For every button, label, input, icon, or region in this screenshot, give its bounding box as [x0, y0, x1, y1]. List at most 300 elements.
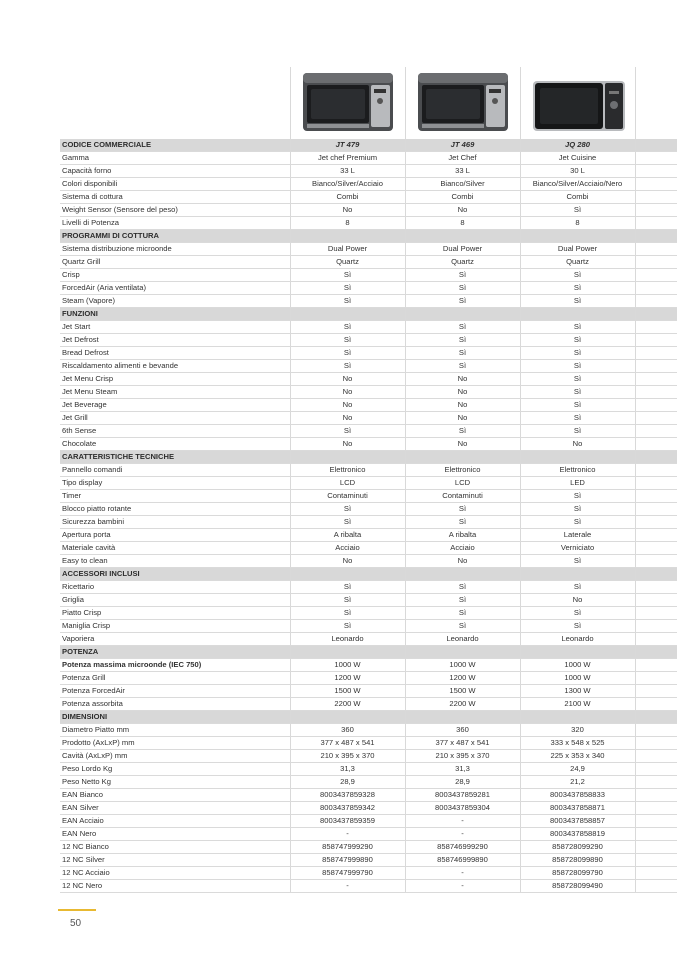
row-label: Sistema di cottura: [60, 191, 290, 204]
row-label: Colori disponibili: [60, 178, 290, 191]
row-value: 858747999290: [290, 841, 405, 854]
row-value: No: [290, 438, 405, 451]
empty-cell: [635, 516, 677, 529]
empty-cell: [635, 646, 677, 659]
table-row: [60, 165, 677, 178]
row-value: 8003437859304: [405, 802, 520, 815]
row-value: 8: [290, 217, 405, 230]
row-value: Sì: [520, 516, 635, 529]
row-value: Sì: [520, 373, 635, 386]
row-value: 2200 W: [405, 698, 520, 711]
row-value: Sì: [520, 555, 635, 568]
empty-cell: [405, 230, 520, 243]
row-label: Materiale cavità: [60, 542, 290, 555]
row-value: 858728099490: [520, 880, 635, 893]
row-value: Leonardo: [405, 633, 520, 646]
row-value: 210 x 395 x 370: [405, 750, 520, 763]
row-value: Sì: [290, 282, 405, 295]
row-value: Sì: [290, 334, 405, 347]
empty-cell: [635, 464, 677, 477]
table-row: [60, 815, 677, 828]
row-value: 1200 W: [405, 672, 520, 685]
empty-cell: [635, 815, 677, 828]
row-label: Gamma: [60, 152, 290, 165]
row-label: Prodotto (AxLxP) mm: [60, 737, 290, 750]
empty-cell: [635, 776, 677, 789]
row-value: Sì: [290, 607, 405, 620]
empty-cell: [635, 841, 677, 854]
empty-cell: [635, 737, 677, 750]
row-value: Sì: [290, 360, 405, 373]
row-value: 31,3: [290, 763, 405, 776]
empty-cell: [520, 646, 635, 659]
row-value: Sì: [405, 360, 520, 373]
row-label: Jet Menu Crisp: [60, 373, 290, 386]
row-value: Sì: [290, 321, 405, 334]
row-value: Sì: [290, 425, 405, 438]
product-code: JT 479: [290, 139, 405, 152]
empty-cell: [635, 230, 677, 243]
row-value: -: [405, 880, 520, 893]
row-value: No: [290, 386, 405, 399]
row-value: 1500 W: [290, 685, 405, 698]
row-label: ForcedAir (Aria ventilata): [60, 282, 290, 295]
table-row: [60, 607, 677, 620]
row-value: Sì: [520, 490, 635, 503]
table-row: [60, 269, 677, 282]
empty-cell: [635, 451, 677, 464]
section-title: CARATTERISTICHE TECNICHE: [60, 451, 290, 464]
table-row: [60, 243, 677, 256]
section-header-row: [60, 568, 677, 581]
empty-cell: [635, 334, 677, 347]
empty-cell: [635, 854, 677, 867]
column-divider: [290, 67, 291, 139]
row-value: 858747999890: [290, 854, 405, 867]
table-row: [60, 672, 677, 685]
row-value: 858746999890: [405, 854, 520, 867]
empty-cell: [290, 308, 405, 321]
row-value: Acciaio: [405, 542, 520, 555]
row-value: 8: [520, 217, 635, 230]
row-value: Sì: [405, 282, 520, 295]
row-value: No: [405, 399, 520, 412]
row-value: Sì: [520, 282, 635, 295]
table-row: [60, 399, 677, 412]
row-value: Quartz: [290, 256, 405, 269]
empty-cell: [635, 529, 677, 542]
table-row: [60, 750, 677, 763]
row-value: Sì: [290, 503, 405, 516]
row-value: No: [405, 438, 520, 451]
row-value: Sì: [520, 620, 635, 633]
empty-cell: [635, 724, 677, 737]
row-label: 12 NC Bianco: [60, 841, 290, 854]
table-row: [60, 256, 677, 269]
spec-table: [60, 139, 677, 893]
row-value: No: [405, 373, 520, 386]
row-value: Sì: [520, 386, 635, 399]
column-divider: [405, 67, 406, 139]
row-value: 1300 W: [520, 685, 635, 698]
row-value: 1000 W: [405, 659, 520, 672]
row-value: Sì: [405, 516, 520, 529]
table-row: [60, 776, 677, 789]
row-label: Ricettario: [60, 581, 290, 594]
row-value: Laterale: [520, 529, 635, 542]
table-row: [60, 178, 677, 191]
row-value: 320: [520, 724, 635, 737]
row-value: 33 L: [405, 165, 520, 178]
row-label: Sistema distribuzione microonde: [60, 243, 290, 256]
empty-cell: [635, 555, 677, 568]
empty-cell: [635, 880, 677, 893]
row-label: 6th Sense: [60, 425, 290, 438]
row-value: Contaminuti: [405, 490, 520, 503]
product-code: JT 469: [405, 139, 520, 152]
empty-cell: [635, 178, 677, 191]
empty-cell: [635, 633, 677, 646]
row-value: Leonardo: [520, 633, 635, 646]
table-row: [60, 581, 677, 594]
row-value: 8003437859359: [290, 815, 405, 828]
empty-cell: [635, 438, 677, 451]
row-label: Vaporiera: [60, 633, 290, 646]
row-value: 360: [290, 724, 405, 737]
empty-cell: [635, 217, 677, 230]
empty-cell: [290, 568, 405, 581]
table-row: [60, 763, 677, 776]
section-title: POTENZA: [60, 646, 290, 659]
row-value: Sì: [290, 516, 405, 529]
table-row: [60, 841, 677, 854]
empty-cell: [405, 568, 520, 581]
row-label: Potenza assorbita: [60, 698, 290, 711]
empty-cell: [635, 165, 677, 178]
row-label: Diametro Piatto mm: [60, 724, 290, 737]
row-value: Sì: [520, 425, 635, 438]
row-value: 28,9: [405, 776, 520, 789]
row-value: 8003437858819: [520, 828, 635, 841]
row-value: 8003437858833: [520, 789, 635, 802]
table-row: [60, 191, 677, 204]
row-value: Jet Chef: [405, 152, 520, 165]
row-value: Jet Cuisine: [520, 152, 635, 165]
empty-cell: [635, 360, 677, 373]
row-value: 31,3: [405, 763, 520, 776]
row-label: Jet Beverage: [60, 399, 290, 412]
empty-cell: [635, 490, 677, 503]
empty-cell: [290, 711, 405, 724]
row-value: Quartz: [405, 256, 520, 269]
product-images-row: [60, 67, 677, 137]
section-header-row: [60, 711, 677, 724]
section-title: ACCESSORI INCLUSI: [60, 568, 290, 581]
row-value: No: [405, 386, 520, 399]
row-value: Elettronico: [520, 464, 635, 477]
row-value: No: [520, 594, 635, 607]
row-value: Sì: [405, 425, 520, 438]
row-value: Bianco/Silver/Acciaio/Nero: [520, 178, 635, 191]
empty-cell: [635, 256, 677, 269]
row-value: 1000 W: [520, 659, 635, 672]
row-label: Livelli di Potenza: [60, 217, 290, 230]
row-value: -: [405, 867, 520, 880]
row-label: Bread Defrost: [60, 347, 290, 360]
row-value: 210 x 395 x 370: [290, 750, 405, 763]
row-value: 2100 W: [520, 698, 635, 711]
row-value: No: [290, 399, 405, 412]
row-label: Easy to clean: [60, 555, 290, 568]
product-image-jq280: [521, 67, 635, 137]
section-header-row: [60, 308, 677, 321]
empty-cell: [635, 672, 677, 685]
row-value: Sì: [405, 321, 520, 334]
row-value: Sì: [405, 269, 520, 282]
empty-cell: [635, 763, 677, 776]
row-value: Sì: [520, 607, 635, 620]
table-row: [60, 477, 677, 490]
section-title: FUNZIONI: [60, 308, 290, 321]
table-row: [60, 412, 677, 425]
header-row: [60, 139, 677, 152]
row-value: 33 L: [290, 165, 405, 178]
table-row: [60, 438, 677, 451]
row-value: Combi: [520, 191, 635, 204]
table-row: [60, 464, 677, 477]
row-value: Sì: [520, 399, 635, 412]
row-label: Jet Grill: [60, 412, 290, 425]
column-divider: [635, 67, 636, 139]
table-row: [60, 555, 677, 568]
row-value: -: [405, 828, 520, 841]
row-value: 8: [405, 217, 520, 230]
row-value: 225 x 353 x 340: [520, 750, 635, 763]
empty-cell: [635, 204, 677, 217]
table-row: [60, 542, 677, 555]
row-value: 360: [405, 724, 520, 737]
row-label: Cavità (AxLxP) mm: [60, 750, 290, 763]
row-value: No: [290, 412, 405, 425]
empty-cell: [635, 243, 677, 256]
empty-cell: [520, 568, 635, 581]
table-row: [60, 360, 677, 373]
empty-cell: [635, 789, 677, 802]
table-row: [60, 516, 677, 529]
row-value: 8003437859342: [290, 802, 405, 815]
row-value: 333 x 548 x 525: [520, 737, 635, 750]
row-value: 1000 W: [520, 672, 635, 685]
row-label: EAN Bianco: [60, 789, 290, 802]
row-value: 28,9: [290, 776, 405, 789]
table-row: [60, 620, 677, 633]
row-value: Sì: [290, 594, 405, 607]
row-value: 1200 W: [290, 672, 405, 685]
row-value: 8003437858857: [520, 815, 635, 828]
row-value: Sì: [290, 581, 405, 594]
row-value: Acciaio: [290, 542, 405, 555]
row-value: Sì: [405, 581, 520, 594]
row-value: Dual Power: [405, 243, 520, 256]
row-value: Contaminuti: [290, 490, 405, 503]
row-value: Bianco/Silver/Acciaio: [290, 178, 405, 191]
row-value: Sì: [405, 295, 520, 308]
row-value: Sì: [405, 347, 520, 360]
table-row: [60, 490, 677, 503]
empty-cell: [635, 308, 677, 321]
row-value: Sì: [405, 503, 520, 516]
table-row: [60, 802, 677, 815]
row-value: Elettronico: [290, 464, 405, 477]
row-value: LCD: [290, 477, 405, 490]
row-label: Jet Menu Steam: [60, 386, 290, 399]
table-row: [60, 854, 677, 867]
row-label: Jet Start: [60, 321, 290, 334]
row-value: Sì: [520, 295, 635, 308]
row-value: Sì: [405, 607, 520, 620]
header-label: CODICE COMMERCIALE: [60, 139, 290, 152]
empty-cell: [635, 607, 677, 620]
empty-cell: [635, 347, 677, 360]
empty-cell: [635, 425, 677, 438]
row-label: Timer: [60, 490, 290, 503]
row-value: 858746999290: [405, 841, 520, 854]
row-label: Jet Defrost: [60, 334, 290, 347]
row-value: 377 x 487 x 541: [290, 737, 405, 750]
empty-cell: [635, 685, 677, 698]
row-value: No: [290, 555, 405, 568]
table-row: [60, 217, 677, 230]
row-label: Maniglia Crisp: [60, 620, 290, 633]
row-value: 377 x 487 x 541: [405, 737, 520, 750]
empty-cell: [290, 451, 405, 464]
empty-cell: [405, 646, 520, 659]
empty-cell: [635, 152, 677, 165]
row-value: Sì: [290, 295, 405, 308]
section-header-row: [60, 230, 677, 243]
empty-cell: [635, 581, 677, 594]
row-value: Sì: [520, 360, 635, 373]
row-value: A ribalta: [290, 529, 405, 542]
row-label: Steam (Vapore): [60, 295, 290, 308]
row-value: 30 L: [520, 165, 635, 178]
section-header-row: [60, 646, 677, 659]
row-value: Sì: [520, 412, 635, 425]
empty-cell: [520, 451, 635, 464]
table-row: [60, 204, 677, 217]
row-label: EAN Acciaio: [60, 815, 290, 828]
row-label: Riscaldamento alimenti e bevande: [60, 360, 290, 373]
row-value: Combi: [405, 191, 520, 204]
table-row: [60, 373, 677, 386]
row-value: Jet chef Premium: [290, 152, 405, 165]
empty-cell: [290, 230, 405, 243]
row-value: Sì: [520, 581, 635, 594]
row-label: Piatto Crisp: [60, 607, 290, 620]
row-value: Sì: [290, 269, 405, 282]
empty-cell: [405, 451, 520, 464]
row-label: Chocolate: [60, 438, 290, 451]
row-label: 12 NC Silver: [60, 854, 290, 867]
row-label: Potenza ForcedAir: [60, 685, 290, 698]
table-row: [60, 789, 677, 802]
empty-cell: [635, 802, 677, 815]
row-value: Sì: [520, 321, 635, 334]
row-value: No: [405, 412, 520, 425]
product-image-jt479: [291, 67, 405, 137]
table-row: [60, 295, 677, 308]
empty-cell: [635, 828, 677, 841]
row-label: Sicurezza bambini: [60, 516, 290, 529]
row-value: 2200 W: [290, 698, 405, 711]
row-label: 12 NC Acciaio: [60, 867, 290, 880]
row-value: No: [405, 555, 520, 568]
row-value: No: [290, 373, 405, 386]
table-row: [60, 828, 677, 841]
empty-cell: [290, 646, 405, 659]
empty-cell: [635, 139, 677, 152]
row-value: 8003437858871: [520, 802, 635, 815]
row-value: Verniciato: [520, 542, 635, 555]
table-row: [60, 152, 677, 165]
row-label: Peso Lordo Kg: [60, 763, 290, 776]
empty-cell: [635, 594, 677, 607]
empty-cell: [635, 412, 677, 425]
row-value: 858747999790: [290, 867, 405, 880]
empty-cell: [635, 269, 677, 282]
empty-cell: [635, 321, 677, 334]
row-value: Sì: [290, 620, 405, 633]
row-value: Sì: [290, 347, 405, 360]
table-row: [60, 334, 677, 347]
empty-cell: [635, 373, 677, 386]
product-image-jt469: [406, 67, 520, 137]
section-header-row: [60, 451, 677, 464]
row-value: No: [520, 438, 635, 451]
empty-cell: [635, 698, 677, 711]
table-row: [60, 594, 677, 607]
table-row: [60, 698, 677, 711]
row-label: Apertura porta: [60, 529, 290, 542]
row-value: A ribalta: [405, 529, 520, 542]
empty-cell: [635, 750, 677, 763]
row-value: Sì: [520, 347, 635, 360]
row-label: Quartz Grill: [60, 256, 290, 269]
row-value: LCD: [405, 477, 520, 490]
empty-cell: [635, 386, 677, 399]
table-row: [60, 724, 677, 737]
table-row: [60, 282, 677, 295]
table-row: [60, 737, 677, 750]
column-divider: [520, 67, 521, 139]
empty-cell: [635, 399, 677, 412]
empty-cell: [520, 230, 635, 243]
table-row: [60, 867, 677, 880]
row-value: Sì: [520, 503, 635, 516]
row-value: 858728099890: [520, 854, 635, 867]
row-value: Combi: [290, 191, 405, 204]
row-label: EAN Nero: [60, 828, 290, 841]
row-value: Sì: [405, 594, 520, 607]
row-label: Pannello comandi: [60, 464, 290, 477]
row-value: Bianco/Silver: [405, 178, 520, 191]
row-label: Tipo display: [60, 477, 290, 490]
row-value: Sì: [520, 334, 635, 347]
table-row: [60, 685, 677, 698]
empty-cell: [635, 568, 677, 581]
table-row: [60, 425, 677, 438]
table-row: [60, 503, 677, 516]
